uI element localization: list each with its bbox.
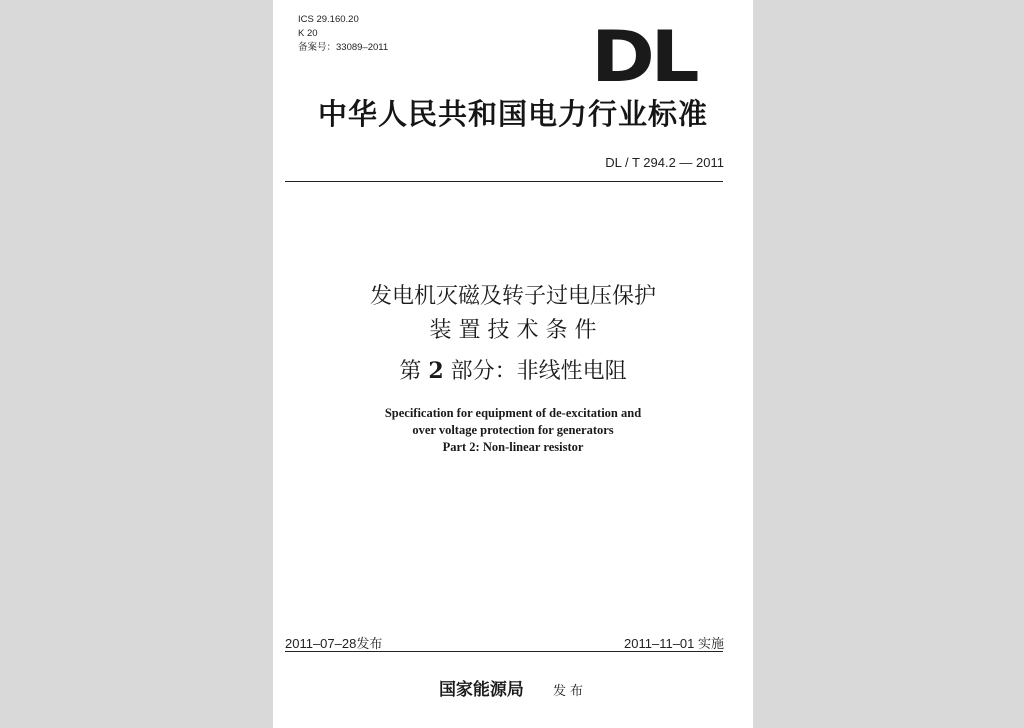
cn-title-line3-prefix: 第 [399, 359, 422, 384]
en-title-line1: Specification for equipment of de-excitation and [384, 406, 642, 420]
implement-date: 2011–11–01 实施 [624, 636, 724, 651]
publisher-name: 国家能源局 [438, 680, 524, 700]
dl-logo: DL [591, 16, 696, 98]
cn-title-part-number: 2 [428, 358, 444, 384]
issue-date: 2011–07–28发布 [285, 636, 383, 651]
en-title-line3: Part 2: Non-linear resistor [442, 440, 584, 454]
publisher-block [273, 675, 753, 700]
footer-divider [285, 651, 723, 652]
publish-action: 发布 [553, 684, 588, 699]
cn-title-line2: 装 置 技 术 条 件 [429, 318, 597, 343]
class-code: K 20 [298, 28, 318, 39]
en-title-line2: over voltage protection for generators [412, 423, 614, 437]
document-page [273, 0, 753, 728]
cn-title-line1: 发电机灭磁及转子过电压保护 [369, 284, 656, 309]
ics-code: ICS 29.160.20 [298, 14, 359, 25]
cn-title-line3-suffix: 部分：非线性电阻 [450, 359, 627, 384]
standard-type-title: 中华人民共和国电力行业标准 [317, 97, 708, 131]
cn-title-line3 [273, 356, 753, 387]
standard-code: DL / T 294.2 — 2011 [605, 155, 724, 170]
header-divider [285, 181, 723, 182]
record-number: 备案号：33089–2011 [298, 42, 389, 53]
